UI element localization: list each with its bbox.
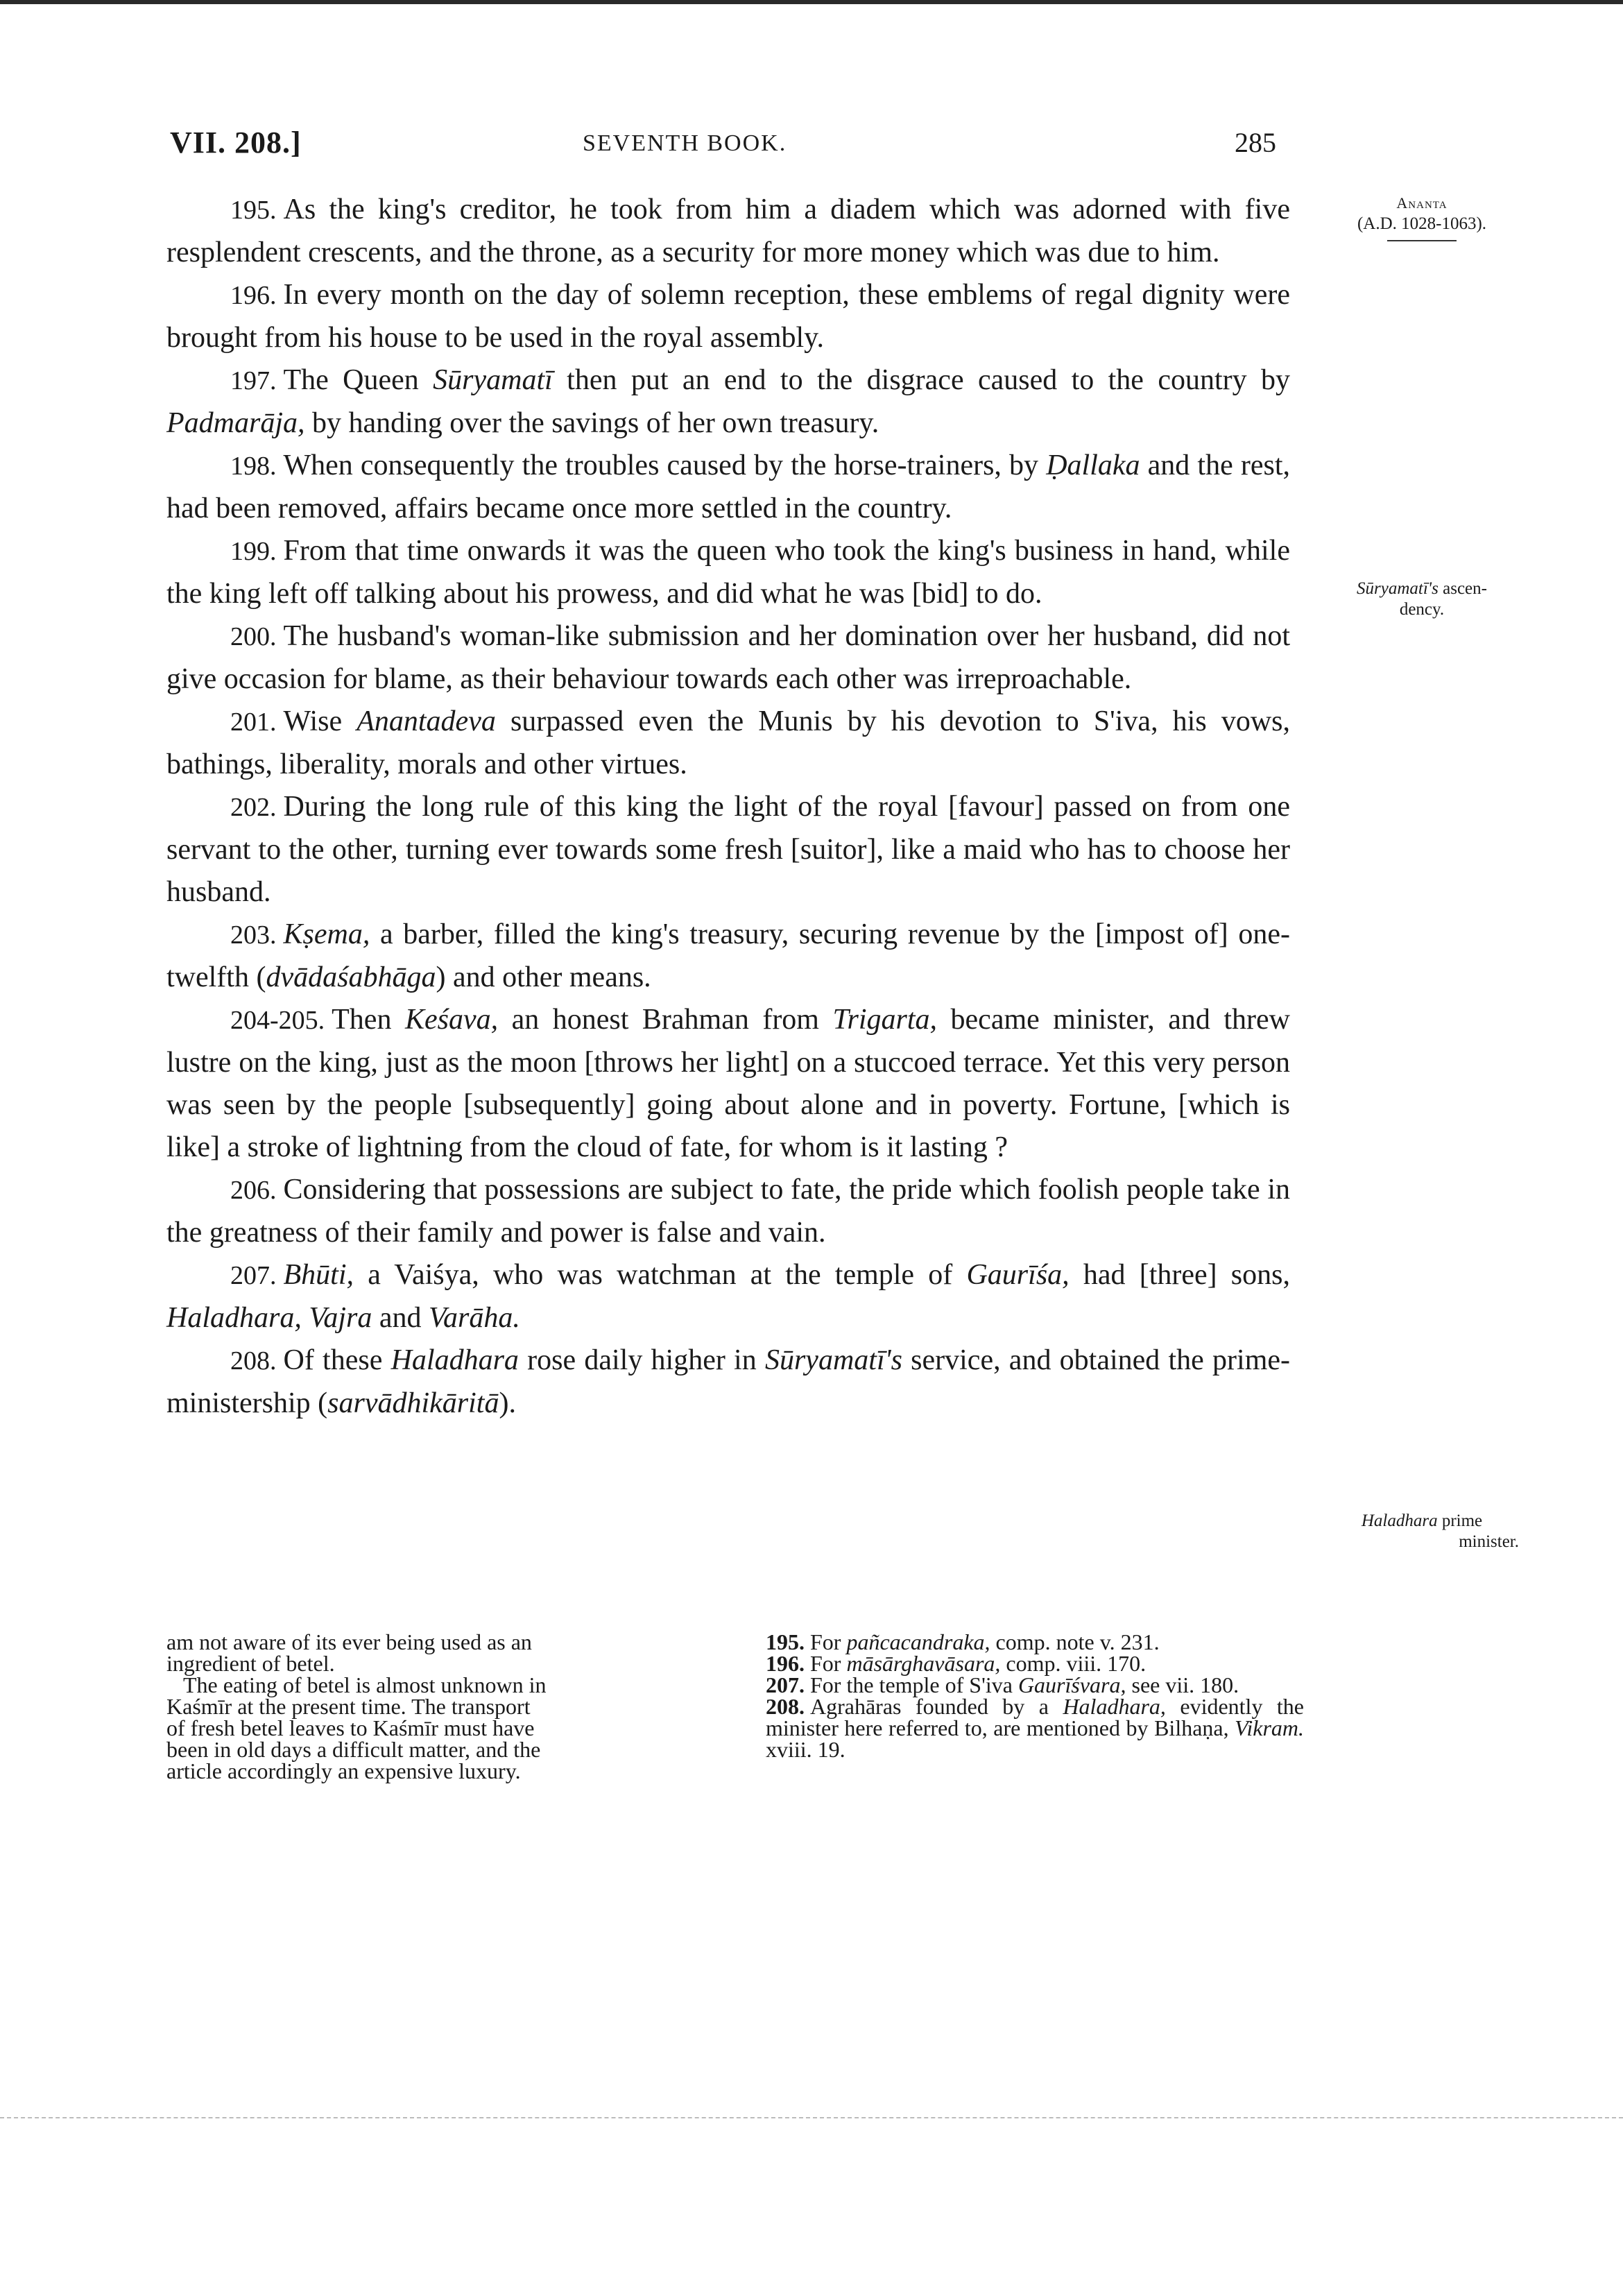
italic-term: Trigarta, [832, 1004, 938, 1036]
footnotes-right-column [749, 1631, 1304, 1760]
italic-term: Gaurīśvara, [1017, 1672, 1126, 1697]
verse-paragraph [166, 445, 1290, 530]
footnote-entry [749, 1674, 1304, 1696]
verse-paragraph [166, 189, 1290, 274]
footnote-text: evidently the minister here referred to, are mentioned by Bilhaṇa, [766, 1694, 1305, 1740]
footnote-line: Kaśmīr at the present time. The transport [166, 1694, 531, 1719]
italic-term: Keśava, [404, 1004, 499, 1036]
verse-text: an honest Brahman from [498, 1004, 833, 1036]
verse-paragraph [166, 786, 1290, 914]
verse-text: The Queen [283, 364, 433, 396]
verse-text: became minister, and threw lustre on the king, just as the moon [throws her light] on a stuccoed terrace. Yet this very person was seen by the people [subsequently] going about alone and in poverty. Fortune, [which is like] a stroke of lightning from the cloud of fate, for whom is it lasting ? [166, 1004, 1290, 1163]
verse-text: surpassed even the Munis by his devotion to S'iva, his vows, bathings, liberality, morals and other virtues. [166, 705, 1290, 780]
verse-text: Of these [283, 1344, 391, 1376]
footnote-text: comp. viii. 170. [1000, 1651, 1147, 1676]
verse-text: Then [332, 1004, 405, 1036]
footnote-number: 208. [766, 1694, 805, 1719]
italic-term: māsārghavāsara, [846, 1651, 1001, 1676]
sidenote-ananta-dates: (A.D. 1028-1063). [1357, 214, 1487, 233]
footnote-number: 195. [766, 1629, 805, 1654]
italic-term: Anantadeva [357, 705, 496, 737]
sidenote-ananta-name: Ananta [1396, 194, 1448, 212]
sidenote-haladhara-text: prime [1437, 1511, 1483, 1530]
footnote-number: 207. [766, 1672, 805, 1697]
verse-paragraph [166, 999, 1290, 1169]
page-number: 285 [1235, 127, 1276, 158]
italic-term: Kṣema, [283, 918, 370, 950]
verse-text: by handing over the savings of her own treasury. [304, 407, 879, 439]
italic-term: Bhūti, [283, 1259, 354, 1291]
verse-number: 199. [230, 537, 277, 566]
italic-term: Gaurīśa, [966, 1259, 1070, 1291]
running-header [0, 125, 1623, 173]
footnote-entry [749, 1653, 1304, 1674]
verse-number: 197. [230, 366, 277, 395]
italic-term: Sūryamatī's [764, 1344, 902, 1376]
footnote-line: article accordingly an expensive luxury. [166, 1758, 521, 1783]
footnote-entry [749, 1631, 1304, 1653]
footnote-text: Agrahāras founded by a [810, 1694, 1063, 1719]
italic-term: Haladhara, [1063, 1694, 1166, 1719]
italic-term: Vajra [309, 1302, 372, 1334]
footnote-text: see vii. 180. [1126, 1672, 1239, 1697]
footnote-line: been in old days a difficult matter, and the [166, 1737, 541, 1762]
verse-text: ). [499, 1387, 516, 1419]
footnote-line: The eating of betel is almost unknown in [183, 1672, 547, 1697]
verse-number: 200. [230, 622, 277, 651]
verse-text: The husband's woman-like submission and her domination over her husband, did not give occasion for blame, as their behaviour towards each other was irreproachable. [166, 620, 1290, 695]
verse-number: 204-205. [230, 1006, 325, 1035]
footnote-text: xviii. 19. [766, 1737, 845, 1762]
verse-paragraph [166, 274, 1290, 359]
top-border [0, 0, 1623, 4]
verse-paragraph [166, 701, 1290, 786]
italic-term: Padmarāja, [166, 407, 305, 439]
verse-text: ) and other means. [436, 961, 651, 993]
verse-number: 196. [230, 281, 277, 310]
verse-text: service, and obtained the prime-ministership ( [166, 1344, 1290, 1419]
verse-text: a barber, filled the king's treasury, securing revenue by the [impost of] one-twelfth ( [166, 918, 1290, 993]
sidenote-suryamati [1325, 579, 1519, 620]
footnote-line: am not aware of its ever being used as an [166, 1629, 532, 1654]
verse-text: a Vaiśya, who was watchman at the temple of [354, 1259, 967, 1291]
verse-number: 202. [230, 793, 277, 822]
verse-text: As the king's creditor, he took from him a diadem which was adorned with five resplendent crescents, and the throne, as a security for more money which was due to him. [166, 194, 1290, 268]
verse-text: Considering that possessions are subject to fate, the pride which foolish people take in the greatness of their family and power is false and vain. [166, 1174, 1290, 1249]
footnote-text: comp. note v. 231. [990, 1629, 1160, 1654]
footnotes-left-column [166, 1631, 714, 1782]
verse-number: 198. [230, 452, 277, 481]
verse-paragraph [166, 1254, 1290, 1339]
italic-term: Sūryamatī [433, 364, 553, 396]
verse-paragraph [166, 914, 1290, 999]
running-title: SEVENTH BOOK. [583, 130, 787, 156]
italic-term: Haladhara [390, 1344, 519, 1376]
verse-text: In every month on the day of solemn reception, these emblems of regal dignity were brought from his house to be used in the royal assembly. [166, 279, 1290, 354]
verse-text: had [three] sons, [1069, 1259, 1291, 1291]
main-text [166, 189, 1290, 1425]
verse-number: 208. [230, 1346, 277, 1376]
footnote-line: ingredient of betel. [166, 1651, 335, 1676]
scan-edge-line [0, 2117, 1623, 2118]
footnote-line: of fresh betel leaves to Kaśmīr must have [166, 1715, 535, 1740]
footnote-text: For [810, 1629, 847, 1654]
sidenote-ananta [1325, 193, 1519, 241]
sidenote-haladhara-line2: minister. [1459, 1532, 1519, 1551]
verse-number: 207. [230, 1261, 277, 1290]
verse-number: 201. [230, 708, 277, 737]
verse-paragraph [166, 530, 1290, 615]
sidenote-haladhara [1325, 1511, 1519, 1552]
footnote-number: 196. [766, 1651, 805, 1676]
footnotes [166, 1631, 1304, 1826]
sidenote-haladhara-name: Haladhara [1361, 1511, 1438, 1530]
italic-term: Varāha. [429, 1302, 520, 1334]
sidenote-suryamati-text: ascen- [1438, 579, 1487, 598]
verse-text: During the long rule of this king the light of the royal [favour] passed on from one servant to the other, turning ever towards some fresh [suitor], like a maid who has to choose her husband. [166, 791, 1290, 908]
verse-number: 203. [230, 920, 277, 950]
verse-text: and the rest, had been removed, affairs became once more settled in the country. [166, 449, 1290, 524]
sidenote-suryamati-line2: dency. [1399, 600, 1445, 619]
italic-term: dvādaśabhāga [266, 961, 436, 993]
verse-text: Wise [283, 705, 357, 737]
italic-term: Vikram. [1235, 1715, 1304, 1740]
verse-number: 195. [230, 196, 277, 225]
verse-number: 206. [230, 1176, 277, 1205]
verse-text: From that time onwards it was the queen who took the king's business in hand, while the king left off talking about his prowess, and did what he was [bid] to do. [166, 535, 1290, 610]
verse-text: rose daily higher in [518, 1344, 765, 1376]
footnote-text: For [810, 1651, 847, 1676]
footnote-entry [749, 1696, 1304, 1760]
verse-paragraph [166, 1339, 1290, 1425]
footnote-text: For the temple of S'iva [810, 1672, 1018, 1697]
section-reference: VII. 208.] [170, 126, 302, 160]
verse-text: then put an end to the disgrace caused to the country by [552, 364, 1290, 396]
verse-paragraph [166, 359, 1290, 445]
sidenote-rule [1387, 240, 1457, 241]
verse-text: When consequently the troubles caused by the horse-trainers, by [283, 449, 1047, 481]
italic-term: Haladhara, [166, 1302, 302, 1334]
verse-paragraph [166, 1169, 1290, 1254]
sidenote-suryamati-name: Sūryamatī's [1357, 579, 1439, 598]
italic-term: sarvādhikāritā [327, 1387, 499, 1419]
verse-text: and [372, 1302, 429, 1334]
italic-term: Ḍallaka [1046, 449, 1140, 481]
italic-term: pañcacandraka, [846, 1629, 990, 1654]
verse-paragraph [166, 615, 1290, 701]
verse-text [302, 1302, 309, 1334]
